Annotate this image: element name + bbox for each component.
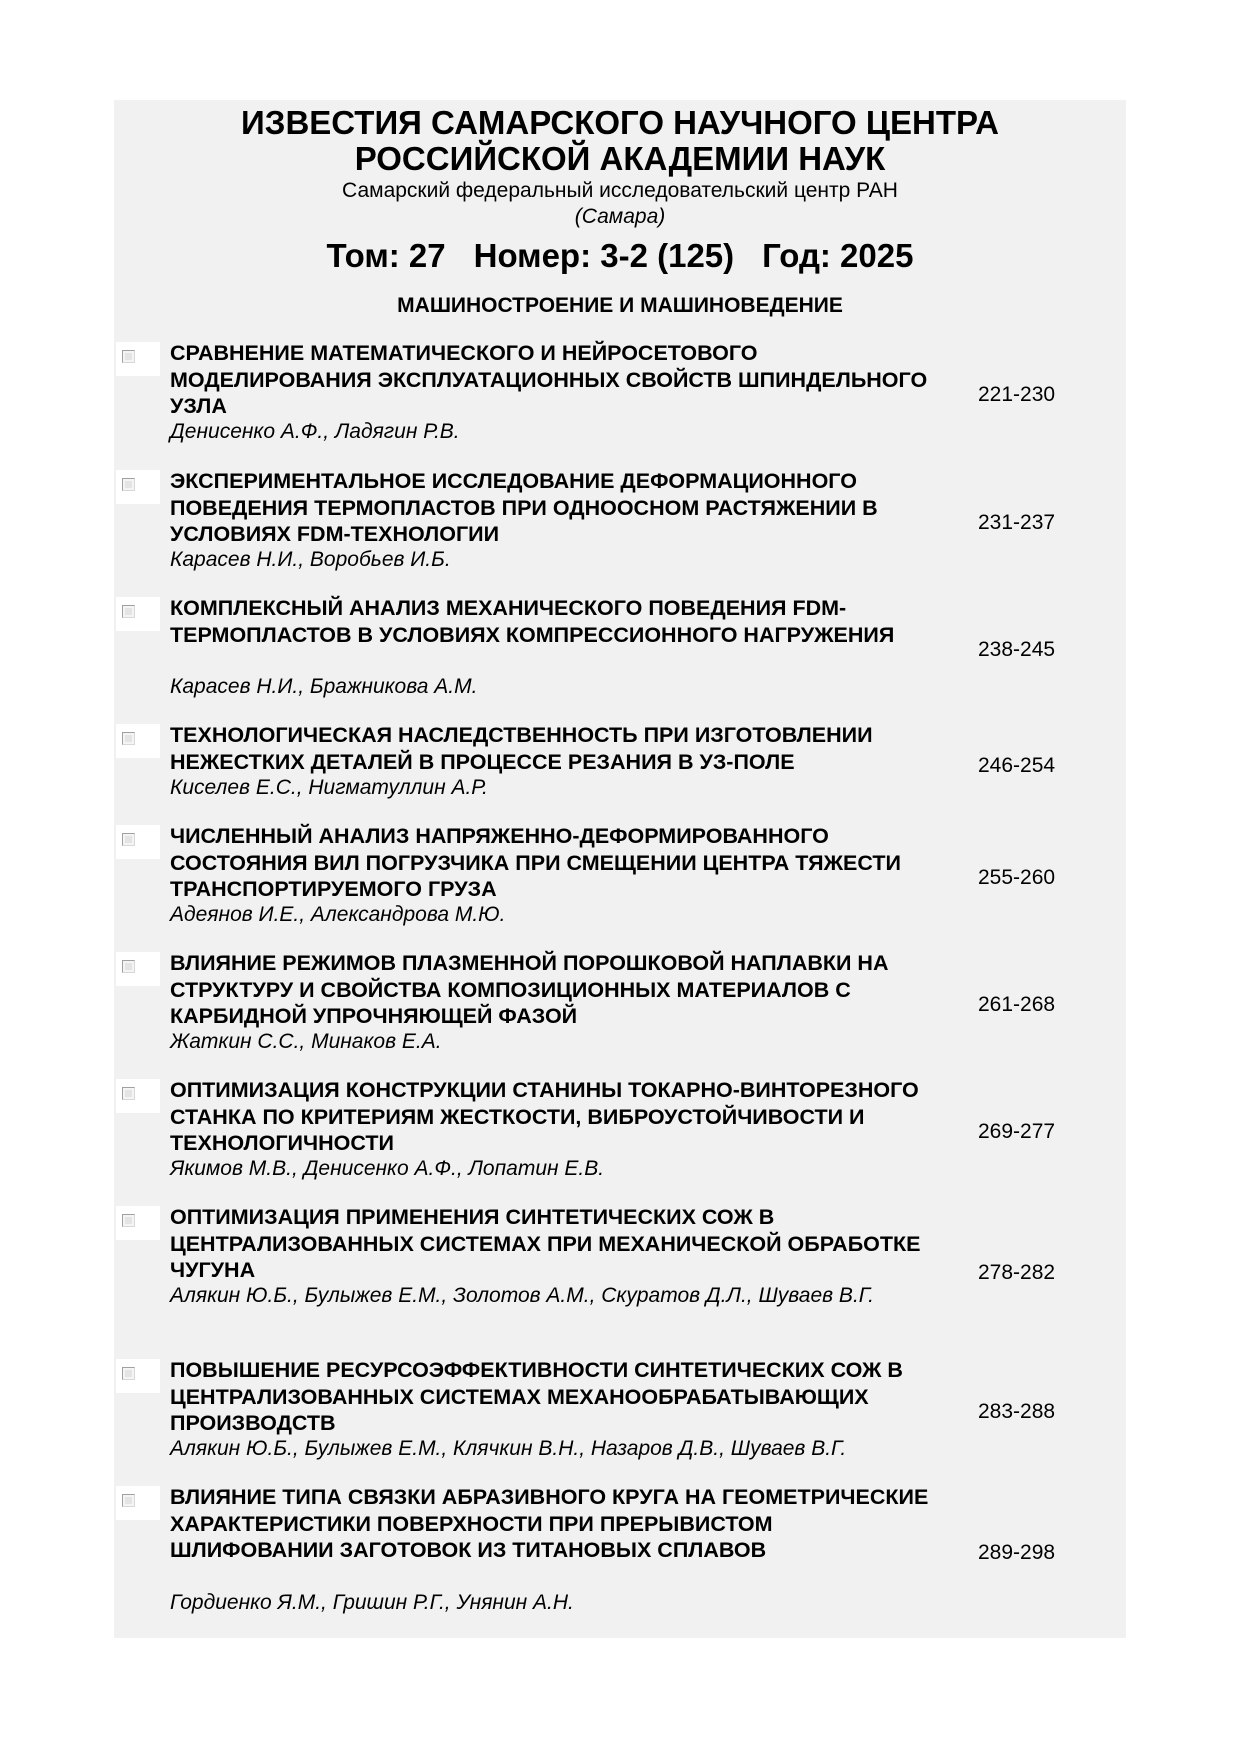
article-item xyxy=(114,468,1126,578)
checkbox-cell xyxy=(116,597,160,631)
article-pages: 221-230 xyxy=(978,383,1056,406)
article-pages: 255-260 xyxy=(978,866,1056,889)
article-authors: Алякин Ю.Б., Булыжев Е.М., Золотов А.М., Скуратов Д.Л., Шуваев В.Г. xyxy=(170,1284,874,1307)
article-authors: Жаткин С.С., Минаков Е.А. xyxy=(170,1030,442,1053)
article-item xyxy=(114,823,1126,933)
article-authors: Якимов М.В., Денисенко А.Ф., Лопатин Е.В. xyxy=(170,1157,605,1180)
select-checkbox[interactable] xyxy=(122,1087,135,1100)
checkbox-cell xyxy=(116,1079,160,1113)
article-pages: 278-282 xyxy=(978,1261,1056,1284)
article-authors: Карасев Н.И., Воробьев И.Б. xyxy=(170,548,451,571)
article-authors: Киселев Е.С., Нигматуллин А.Р. xyxy=(170,776,488,799)
select-checkbox[interactable] xyxy=(122,605,135,618)
article-authors: Денисенко А.Ф., Ладягин Р.В. xyxy=(170,420,460,443)
select-checkbox[interactable] xyxy=(122,732,135,745)
checkbox-cell xyxy=(116,342,160,376)
article-item xyxy=(114,595,1126,705)
article-item xyxy=(114,950,1126,1060)
select-checkbox[interactable] xyxy=(122,1367,135,1380)
article-title-link[interactable]: ЧИСЛЕННЫЙ АНАЛИЗ НАПРЯЖЕННО-ДЕФОРМИРОВАННОГО СОСТОЯНИЯ ВИЛ ПОГРУЗЧИКА ПРИ СМЕЩЕНИИ ЦЕНТРА ТЯЖЕСТИ ТРАНСПОРТИРУЕМОГО ГРУЗА xyxy=(170,824,901,901)
publisher: Самарский федеральный исследовательский центр РАН xyxy=(342,179,898,202)
checkbox-cell xyxy=(116,952,160,986)
article-pages: 269-277 xyxy=(978,1120,1056,1143)
article-authors: Адеянов И.Е., Александрова М.Ю. xyxy=(170,903,506,926)
select-checkbox[interactable] xyxy=(122,350,135,363)
checkbox-cell xyxy=(116,1206,160,1240)
article-title-link[interactable]: ВЛИЯНИЕ РЕЖИМОВ ПЛАЗМЕННОЙ ПОРОШКОВОЙ НАПЛАВКИ НА СТРУКТУРУ И СВОЙСТВА КОМПОЗИЦИОННЫХ МАТЕРИАЛОВ С КАРБИДНОЙ УПРОЧНЯЮЩЕЙ ФАЗОЙ xyxy=(170,951,889,1028)
article-item xyxy=(114,722,1126,806)
article-item xyxy=(114,1484,1126,1620)
journal-title-line-2: РОССИЙСКОЙ АКАДЕМИИ НАУК xyxy=(354,140,886,177)
article-pages: 238-245 xyxy=(978,638,1056,661)
section-heading: МАШИНОСТРОЕНИЕ И МАШИНОВЕДЕНИЕ xyxy=(397,294,843,317)
article-item xyxy=(114,1204,1126,1340)
article-authors: Карасев Н.И., Бражникова А.М. xyxy=(170,675,478,698)
article-title-link[interactable]: КОМПЛЕКСНЫЙ АНАЛИЗ МЕХАНИЧЕСКОГО ПОВЕДЕНИЯ FDM-ТЕРМОПЛАСТОВ В УСЛОВИЯХ КОМПРЕССИОННОГО НАГРУЖЕНИЯ xyxy=(170,596,895,647)
article-item xyxy=(114,340,1126,450)
issue-number: Номер: 3-2 (125) xyxy=(473,237,735,274)
select-checkbox[interactable] xyxy=(122,833,135,846)
checkbox-cell xyxy=(116,470,160,504)
article-pages: 283-288 xyxy=(978,1400,1056,1423)
issue-info xyxy=(114,234,1126,278)
article-title-link[interactable]: ТЕХНОЛОГИЧЕСКАЯ НАСЛЕДСТВЕННОСТЬ ПРИ ИЗГОТОВЛЕНИИ НЕЖЕСТКИХ ДЕТАЛЕЙ В ПРОЦЕССЕ РЕЗАНИЯ В УЗ-ПОЛЕ xyxy=(170,723,873,774)
contents-panel xyxy=(114,100,1126,1638)
article-pages: 231-237 xyxy=(978,511,1056,534)
select-checkbox[interactable] xyxy=(122,1494,135,1507)
article-pages: 246-254 xyxy=(978,754,1056,777)
article-authors: Алякин Ю.Б., Булыжев Е.М., Клячкин В.Н., Назаров Д.В., Шуваев В.Г. xyxy=(170,1437,847,1460)
checkbox-cell xyxy=(116,1359,160,1393)
article-title-link[interactable]: ОПТИМИЗАЦИЯ КОНСТРУКЦИИ СТАНИНЫ ТОКАРНО-ВИНТОРЕЗНОГО СТАНКА ПО КРИТЕРИЯМ ЖЕСТКОСТИ, ВИБРОУСТОЙЧИВОСТИ И ТЕХНОЛОГИЧНОСТИ xyxy=(170,1078,919,1155)
article-title-link[interactable]: СРАВНЕНИЕ МАТЕМАТИЧЕСКОГО И НЕЙРОСЕТОВОГО МОДЕЛИРОВАНИЯ ЭКСПЛУАТАЦИОННЫХ СВОЙСТВ ШПИНДЕЛЬНОГО УЗЛА xyxy=(170,341,928,418)
issue-volume: Том: 27 xyxy=(326,237,446,274)
checkbox-cell xyxy=(116,724,160,758)
article-authors: Гордиенко Я.М., Гришин Р.Г., Унянин А.Н. xyxy=(170,1591,574,1614)
publisher-city: (Самара) xyxy=(574,205,666,228)
article-title-link[interactable]: ЭКСПЕРИМЕНТАЛЬНОЕ ИССЛЕДОВАНИЕ ДЕФОРМАЦИОННОГО ПОВЕДЕНИЯ ТЕРМОПЛАСТОВ ПРИ ОДНООСНОМ РАСТЯЖЕНИИ В УСЛОВИЯХ FDM-ТЕХНОЛОГИИ xyxy=(170,469,878,546)
article-title-link[interactable]: ОПТИМИЗАЦИЯ ПРИМЕНЕНИЯ СИНТЕТИЧЕСКИХ СОЖ В ЦЕНТРАЛИЗОВАННЫХ СИСТЕМАХ ПРИ МЕХАНИЧЕСКОЙ ОБРАБОТКЕ ЧУГУНА xyxy=(170,1205,921,1282)
article-title-link[interactable]: ПОВЫШЕНИЕ РЕСУРСОЭФФЕКТИВНОСТИ СИНТЕТИЧЕСКИХ СОЖ В ЦЕНТРАЛИЗОВАННЫХ СИСТЕМАХ МЕХАНООБРАБАТЫВАЮЩИХ ПРОИЗВОДСТВ xyxy=(170,1358,903,1435)
issue-year: Год: 2025 xyxy=(762,237,914,274)
select-checkbox[interactable] xyxy=(122,478,135,491)
select-checkbox[interactable] xyxy=(122,960,135,973)
article-item xyxy=(114,1357,1126,1467)
checkbox-cell xyxy=(116,825,160,859)
select-checkbox[interactable] xyxy=(122,1214,135,1227)
article-pages: 289-298 xyxy=(978,1541,1056,1564)
article-item xyxy=(114,1077,1126,1187)
journal-title-line-1: ИЗВЕСТИЯ САМАРСКОГО НАУЧНОГО ЦЕНТРА xyxy=(241,104,999,141)
article-pages: 261-268 xyxy=(978,993,1056,1016)
checkbox-cell xyxy=(116,1486,160,1520)
article-title-link[interactable]: ВЛИЯНИЕ ТИПА СВЯЗКИ АБРАЗИВНОГО КРУГА НА ГЕОМЕТРИЧЕСКИЕ ХАРАКТЕРИСТИКИ ПОВЕРХНОСТИ ПРИ ПРЕРЫВИСТОМ ШЛИФОВАНИИ ЗАГОТОВОК ИЗ ТИТАНОВЫХ СПЛАВОВ xyxy=(170,1485,929,1562)
